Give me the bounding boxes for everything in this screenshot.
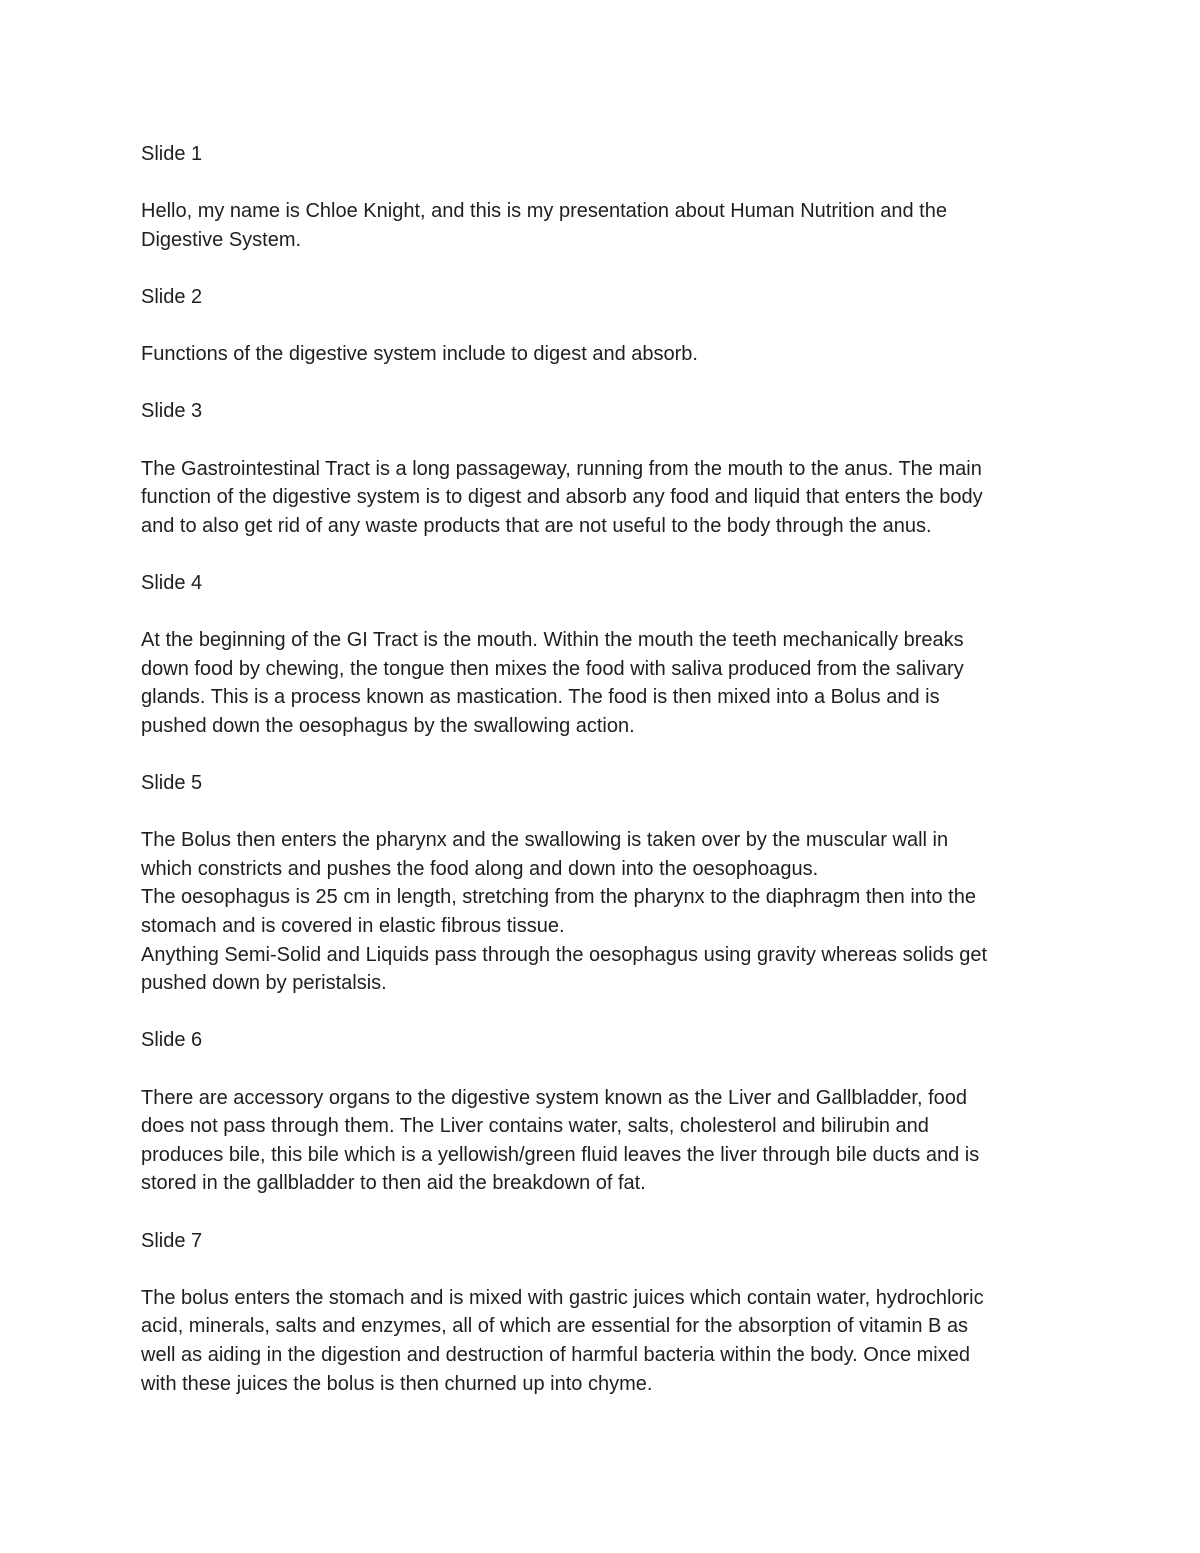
paragraph-line: well as aiding in the digestion and destruction of harmful bacteria within the body. Once mixed [141,1343,970,1366]
paragraph-line: Anything Semi-Solid and Liquids pass through the oesophagus using gravity whereas solids get [141,943,988,966]
paragraph-line: The bolus enters the stomach and is mixed with gastric juices which contain water, hydrochloric [141,1286,984,1309]
slide-section-5 [141,769,1061,998]
slide-paragraph [141,455,1061,541]
slide-heading: Slide 6 [141,1029,203,1052]
slide-paragraph [141,340,1061,369]
slide-paragraph [141,1084,1061,1198]
slide-paragraph [141,626,1061,740]
slide-section-3 [141,397,1061,540]
slide-heading: Slide 1 [141,143,203,165]
slide-paragraph [141,197,1061,254]
slide-heading: Slide 3 [141,400,203,423]
paragraph-line: Hello, my name is Chloe Knight, and this is my presentation about Human Nutrition and the [141,200,947,223]
paragraph-line: Digestive System. [141,228,302,251]
slide-heading: Slide 5 [141,772,203,795]
paragraph-line: The oesophagus is 25 cm in length, stretching from the pharynx to the diaphragm then into the [141,886,976,909]
paragraph-line: with these juices the bolus is then churned up into chyme. [141,1372,653,1395]
slide-heading: Slide 7 [141,1229,203,1252]
paragraph-line: glands. This is a process known as mastication. The food is then mixed into a Bolus and is [141,686,940,709]
slide-section-2 [141,283,1061,369]
slide-section-6 [141,1026,1061,1198]
paragraph-line: and to also get rid of any waste products that are not useful to the body through the anus. [141,514,932,537]
paragraph-line: which constricts and pushes the food along and down into the oesophoagus. [141,857,819,880]
paragraph-line: The Bolus then enters the pharynx and the swallowing is taken over by the muscular wall in [141,829,949,852]
slide-section-4 [141,569,1061,741]
slide-paragraph [141,826,1061,998]
slide-heading: Slide 2 [141,285,203,308]
paragraph-line: acid, minerals, salts and enzymes, all of which are essential for the absorption of vitamin B as [141,1315,969,1338]
paragraph-line: Functions of the digestive system include to digest and absorb. [141,343,698,366]
slide-section-7 [141,1227,1061,1399]
slide-heading: Slide 4 [141,571,203,594]
document-body [141,140,1061,1427]
slide-section-1 [141,140,1061,254]
paragraph-line: pushed down by peristalsis. [141,972,387,995]
paragraph-line: The Gastrointestinal Tract is a long passageway, running from the mouth to the anus. The main [141,457,982,480]
slide-paragraph [141,1284,1061,1398]
paragraph-line: produces bile, this bile which is a yellowish/green fluid leaves the liver through bile ducts and is [141,1143,980,1166]
paragraph-line: At the beginning of the GI Tract is the mouth. Within the mouth the teeth mechanically breaks [141,629,964,652]
paragraph-line: stomach and is covered in elastic fibrous tissue. [141,915,565,938]
paragraph-line: There are accessory organs to the digestive system known as the Liver and Gallbladder, food [141,1086,968,1109]
paragraph-line: down food by chewing, the tongue then mixes the food with saliva produced from the salivary [141,657,964,680]
paragraph-line: pushed down the oesophagus by the swallowing action. [141,714,635,737]
paragraph-line: does not pass through them. The Liver contains water, salts, cholesterol and bilirubin and [141,1115,929,1138]
paragraph-line: stored in the gallbladder to then aid the breakdown of fat. [141,1172,646,1195]
paragraph-line: function of the digestive system is to digest and absorb any food and liquid that enters the body [141,486,983,509]
